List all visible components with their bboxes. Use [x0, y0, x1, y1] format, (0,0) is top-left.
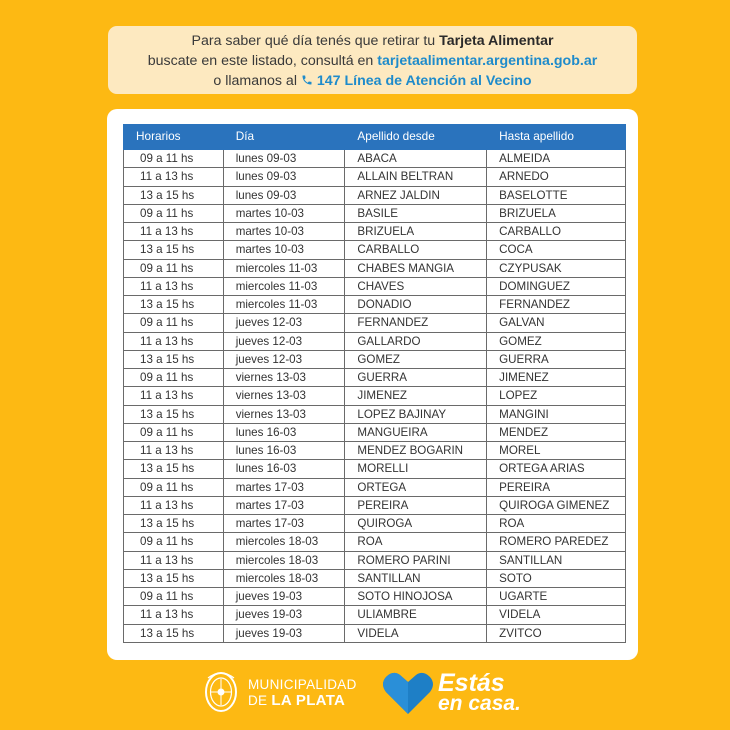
cell-apellido-desde: VIDELA — [345, 624, 487, 642]
cell-apellido-desde: MENDEZ BOGARIN — [345, 442, 487, 460]
schedule-table — [123, 124, 626, 643]
cell-horario: 13 a 15 hs — [124, 241, 224, 259]
cell-horario: 13 a 15 hs — [124, 569, 224, 587]
phone-line[interactable]: 147 Línea de Atención al Vecino — [301, 73, 532, 89]
cell-dia: viernes 13-03 — [223, 405, 345, 423]
table-row — [124, 204, 626, 222]
cell-dia: lunes 16-03 — [223, 442, 345, 460]
cell-hasta-apellido: ALMEIDA — [487, 150, 626, 168]
cell-apellido-desde: DONADIO — [345, 296, 487, 314]
cell-hasta-apellido: MENDEZ — [487, 423, 626, 441]
header-hasta-apellido: Hasta apellido — [487, 125, 626, 150]
cell-horario: 09 a 11 hs — [124, 533, 224, 551]
cell-horario: 11 a 13 hs — [124, 442, 224, 460]
cell-horario: 09 a 11 hs — [124, 369, 224, 387]
cell-horario: 09 a 11 hs — [124, 259, 224, 277]
cell-horario: 13 a 15 hs — [124, 296, 224, 314]
cell-apellido-desde: MANGUEIRA — [345, 423, 487, 441]
cell-apellido-desde: GUERRA — [345, 369, 487, 387]
table-row — [124, 405, 626, 423]
cell-hasta-apellido: COCA — [487, 241, 626, 259]
cell-hasta-apellido: GOMEZ — [487, 332, 626, 350]
cell-dia: martes 17-03 — [223, 515, 345, 533]
cell-hasta-apellido: ORTEGA ARIAS — [487, 460, 626, 478]
table-row — [124, 332, 626, 350]
cell-apellido-desde: GALLARDO — [345, 332, 487, 350]
cell-apellido-desde: JIMENEZ — [345, 387, 487, 405]
cell-dia: miercoles 11-03 — [223, 259, 345, 277]
phone-icon — [301, 74, 313, 86]
cell-horario: 09 a 11 hs — [124, 150, 224, 168]
website-link[interactable]: tarjetaalimentar.argentina.gob.ar — [377, 53, 598, 69]
cell-apellido-desde: ORTEGA — [345, 478, 487, 496]
cell-dia: lunes 09-03 — [223, 168, 345, 186]
table-row — [124, 551, 626, 569]
table-row — [124, 168, 626, 186]
cell-hasta-apellido: MOREL — [487, 442, 626, 460]
cell-horario: 11 a 13 hs — [124, 496, 224, 514]
cell-dia: martes 17-03 — [223, 496, 345, 514]
cell-horario: 13 a 15 hs — [124, 350, 224, 368]
heart-icon — [382, 670, 434, 716]
muni-line-1: MUNICIPALIDAD — [248, 677, 357, 692]
table-row — [124, 533, 626, 551]
cell-horario: 09 a 11 hs — [124, 314, 224, 332]
header-apellido-desde: Apellido desde — [345, 125, 487, 150]
info-line-3: o llamanos al 147 Línea de Atención al Vecino — [213, 73, 532, 89]
program-name: Tarjeta Alimentar — [439, 33, 554, 49]
cell-hasta-apellido: DOMINGUEZ — [487, 277, 626, 295]
cell-dia: miercoles 11-03 — [223, 296, 345, 314]
table-row — [124, 423, 626, 441]
cell-hasta-apellido: GALVAN — [487, 314, 626, 332]
cell-dia: miercoles 18-03 — [223, 533, 345, 551]
table-row — [124, 150, 626, 168]
cell-dia: miercoles 18-03 — [223, 551, 345, 569]
cell-apellido-desde: LOPEZ BAJINAY — [345, 405, 487, 423]
table-row — [124, 569, 626, 587]
cell-dia: lunes 16-03 — [223, 460, 345, 478]
cell-horario: 09 a 11 hs — [124, 588, 224, 606]
cell-horario: 13 a 15 hs — [124, 624, 224, 642]
cell-dia: viernes 13-03 — [223, 387, 345, 405]
table-row — [124, 496, 626, 514]
table-header-row — [124, 125, 626, 150]
cell-dia: lunes 09-03 — [223, 150, 345, 168]
cell-apellido-desde: ABACA — [345, 150, 487, 168]
cell-dia: jueves 12-03 — [223, 314, 345, 332]
cell-horario: 11 a 13 hs — [124, 168, 224, 186]
cell-dia: martes 10-03 — [223, 204, 345, 222]
cell-horario: 11 a 13 hs — [124, 387, 224, 405]
cell-horario: 13 a 15 hs — [124, 186, 224, 204]
table-row — [124, 186, 626, 204]
cell-apellido-desde: PEREIRA — [345, 496, 487, 514]
header-horarios: Horarios — [124, 125, 224, 150]
cell-dia: jueves 19-03 — [223, 606, 345, 624]
cell-horario: 11 a 13 hs — [124, 332, 224, 350]
cell-hasta-apellido: UGARTE — [487, 588, 626, 606]
cell-hasta-apellido: PEREIRA — [487, 478, 626, 496]
cell-dia: martes 10-03 — [223, 241, 345, 259]
muni-line-2: DE LA PLATA — [248, 692, 346, 709]
cell-apellido-desde: CARBALLO — [345, 241, 487, 259]
cell-dia: miercoles 11-03 — [223, 277, 345, 295]
cell-hasta-apellido: QUIROGA GIMENEZ — [487, 496, 626, 514]
cell-hasta-apellido: ROMERO PAREDEZ — [487, 533, 626, 551]
cell-hasta-apellido: GUERRA — [487, 350, 626, 368]
table-row — [124, 588, 626, 606]
cell-dia: lunes 09-03 — [223, 186, 345, 204]
table-row — [124, 515, 626, 533]
cell-apellido-desde: MORELLI — [345, 460, 487, 478]
schedule-card — [107, 109, 638, 660]
cell-apellido-desde: SANTILLAN — [345, 569, 487, 587]
municipal-seal-icon — [204, 670, 238, 714]
cell-hasta-apellido: ROA — [487, 515, 626, 533]
cell-hasta-apellido: CARBALLO — [487, 223, 626, 241]
cell-dia: jueves 12-03 — [223, 332, 345, 350]
cell-apellido-desde: QUIROGA — [345, 515, 487, 533]
cell-apellido-desde: SOTO HINOJOSA — [345, 588, 487, 606]
cell-horario: 13 a 15 hs — [124, 405, 224, 423]
cell-horario: 11 a 13 hs — [124, 606, 224, 624]
estas-logo-text: Estás — [438, 669, 505, 697]
cell-dia: viernes 13-03 — [223, 369, 345, 387]
table-row — [124, 241, 626, 259]
cell-hasta-apellido: JIMENEZ — [487, 369, 626, 387]
cell-apellido-desde: FERNANDEZ — [345, 314, 487, 332]
footer — [0, 660, 730, 730]
cell-dia: jueves 19-03 — [223, 588, 345, 606]
header-dia: Día — [223, 125, 345, 150]
cell-apellido-desde: BASILE — [345, 204, 487, 222]
cell-apellido-desde: ARNEZ JALDIN — [345, 186, 487, 204]
table-row — [124, 277, 626, 295]
table-row — [124, 624, 626, 642]
cell-apellido-desde: CHABES MANGIA — [345, 259, 487, 277]
cell-dia: martes 17-03 — [223, 478, 345, 496]
cell-horario: 11 a 13 hs — [124, 551, 224, 569]
cell-hasta-apellido: MANGINI — [487, 405, 626, 423]
cell-hasta-apellido: BRIZUELA — [487, 204, 626, 222]
cell-dia: miercoles 18-03 — [223, 569, 345, 587]
table-row — [124, 387, 626, 405]
cell-hasta-apellido: SANTILLAN — [487, 551, 626, 569]
table-row — [124, 314, 626, 332]
cell-hasta-apellido: SOTO — [487, 569, 626, 587]
cell-apellido-desde: BRIZUELA — [345, 223, 487, 241]
cell-apellido-desde: ULIAMBRE — [345, 606, 487, 624]
cell-horario: 11 a 13 hs — [124, 277, 224, 295]
table-row — [124, 259, 626, 277]
cell-horario: 09 a 11 hs — [124, 423, 224, 441]
encasa-logo-text: en casa. — [438, 692, 521, 715]
table-row — [124, 296, 626, 314]
cell-horario: 09 a 11 hs — [124, 478, 224, 496]
table-row — [124, 369, 626, 387]
cell-horario: 09 a 11 hs — [124, 204, 224, 222]
table-body — [124, 150, 626, 643]
cell-apellido-desde: GOMEZ — [345, 350, 487, 368]
cell-dia: jueves 12-03 — [223, 350, 345, 368]
info-line-1: Para saber qué día tenés que retirar tu Tarjeta Alimentar — [191, 33, 554, 49]
cell-hasta-apellido: ARNEDO — [487, 168, 626, 186]
table-row — [124, 460, 626, 478]
cell-hasta-apellido: LOPEZ — [487, 387, 626, 405]
info-line-2: buscate en este listado, consultá en tarjetaalimentar.argentina.gob.ar — [147, 53, 598, 69]
cell-hasta-apellido: VIDELA — [487, 606, 626, 624]
cell-hasta-apellido: ZVITCO — [487, 624, 626, 642]
cell-dia: jueves 19-03 — [223, 624, 345, 642]
municipality-logo-text — [248, 677, 357, 709]
cell-apellido-desde: ALLAIN BELTRAN — [345, 168, 487, 186]
cell-dia: lunes 16-03 — [223, 423, 345, 441]
cell-horario: 11 a 13 hs — [124, 223, 224, 241]
table-row — [124, 350, 626, 368]
table-row — [124, 478, 626, 496]
table-row — [124, 223, 626, 241]
cell-hasta-apellido: BASELOTTE — [487, 186, 626, 204]
cell-hasta-apellido: CZYPUSAK — [487, 259, 626, 277]
info-banner — [108, 26, 637, 94]
cell-apellido-desde: CHAVES — [345, 277, 487, 295]
table-row — [124, 606, 626, 624]
cell-horario: 13 a 15 hs — [124, 460, 224, 478]
cell-apellido-desde: ROMERO PARINI — [345, 551, 487, 569]
cell-dia: martes 10-03 — [223, 223, 345, 241]
cell-horario: 13 a 15 hs — [124, 515, 224, 533]
cell-hasta-apellido: FERNANDEZ — [487, 296, 626, 314]
table-row — [124, 442, 626, 460]
cell-apellido-desde: ROA — [345, 533, 487, 551]
